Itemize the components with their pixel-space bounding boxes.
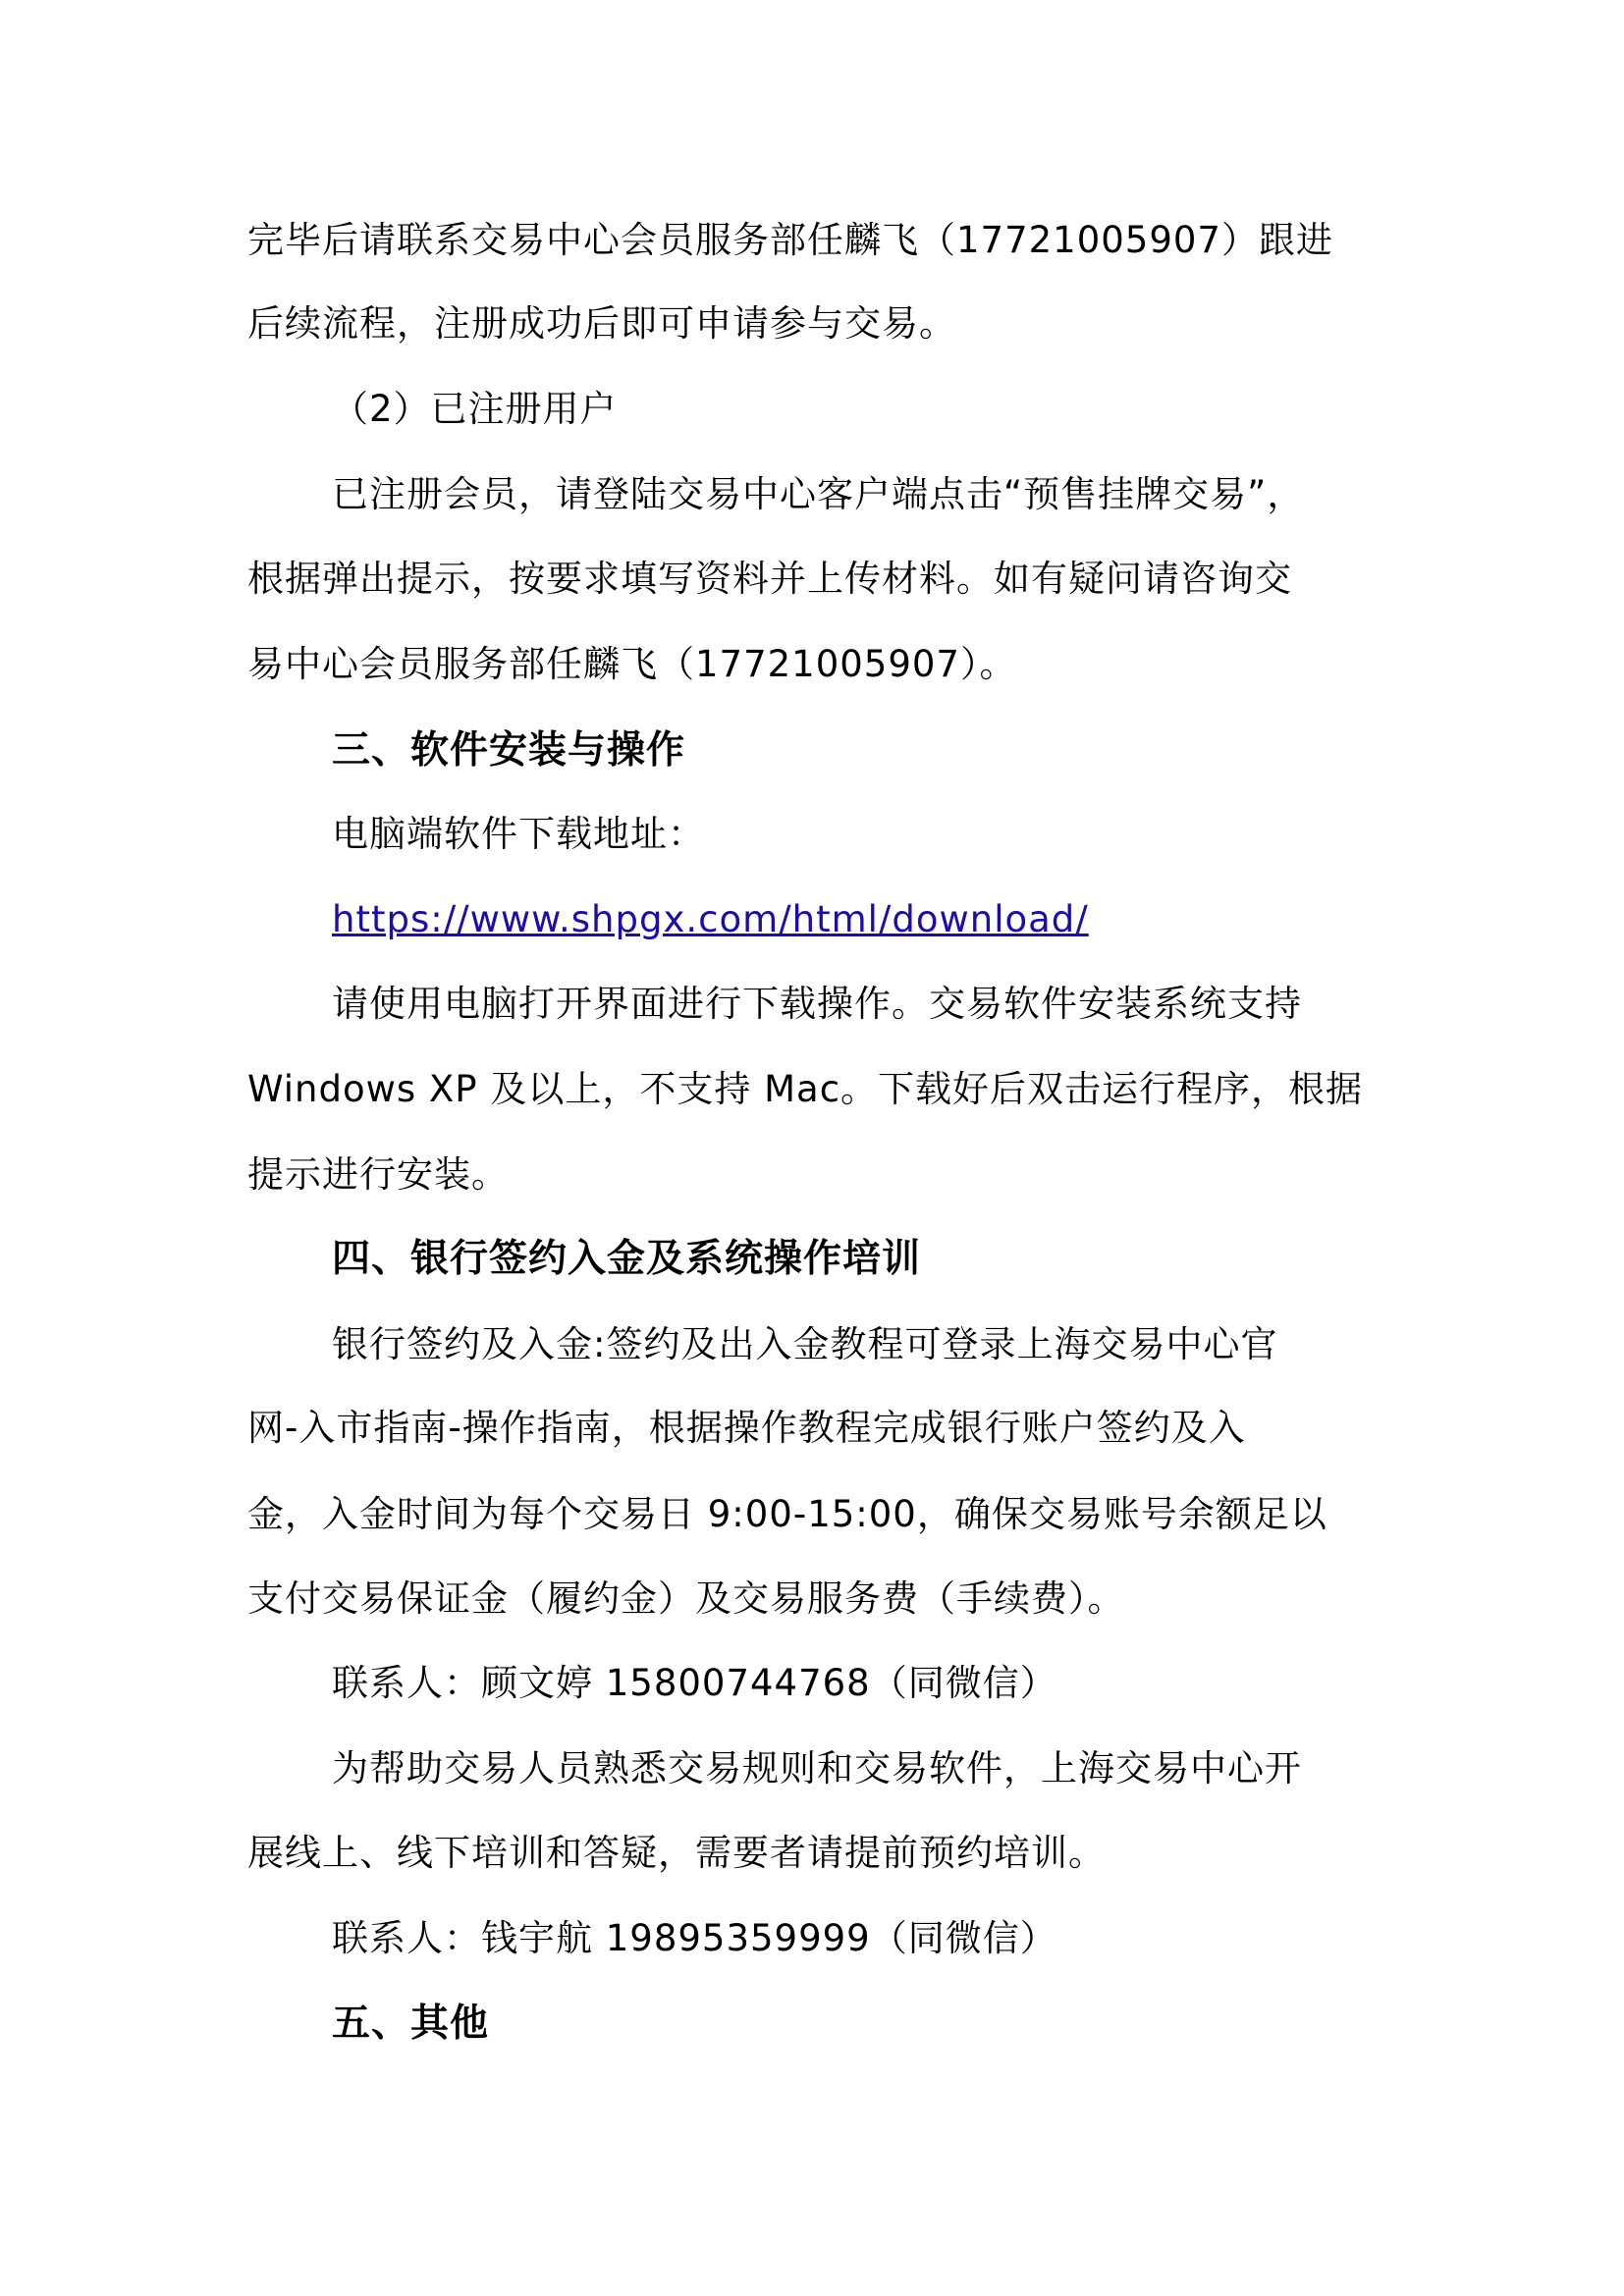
paragraph-line: 已注册会员，请登陆交易中心客户端点击“预售挂牌交易”， (332, 473, 1305, 515)
download-link[interactable]: https://www.shpgx.com/html/download/ (332, 898, 1089, 940)
paragraph-line: 易中心会员服务部任麟飞（17721005907）。 (247, 643, 1017, 685)
paragraph-line: 展线上、线下培训和答疑，需要者请提前预约培训。 (247, 1832, 1106, 1874)
download-label: 电脑端软件下载地址： (332, 813, 705, 855)
paragraph-line: 完毕后请联系交易中心会员服务部任麟飞（17721005907）跟进 (247, 219, 1333, 261)
contact-line: 联系人：钱宇航 19895359999（同微信） (332, 1917, 1057, 1959)
paragraph-line: 支付交易保证金（履约金）及交易服务费（手续费）。 (247, 1577, 1125, 1620)
paragraph-line: 请使用电脑打开界面进行下载操作。交易软件安装系统支持 (332, 983, 1302, 1025)
paragraph-line: 提示进行安装。 (247, 1153, 509, 1196)
paragraph-line: 银行签约及入金:签约及出入金教程可登录上海交易中心官 (332, 1323, 1278, 1365)
section-heading-4: 四、银行签约入金及系统操作培训 (332, 1237, 922, 1281)
paragraph-line: 后续流程，注册成功后即可申请参与交易。 (247, 302, 956, 345)
subsection-title: （2）已注册用户 (332, 388, 618, 430)
paragraph-line: 为帮助交易人员熟悉交易规则和交易软件，上海交易中心开 (332, 1747, 1302, 1789)
paragraph-line: Windows XP 及以上，不支持 Mac。下载好后双击运行程序，根据 (247, 1068, 1364, 1110)
paragraph-line: 金，入金时间为每个交易日 9:00-15:00，确保交易账号余额足以 (247, 1493, 1327, 1535)
paragraph-line: 网-入市指南-操作指南，根据操作教程完成银行账户签约及入 (247, 1407, 1246, 1449)
section-heading-5: 五、其他 (332, 2002, 490, 2046)
contact-line: 联系人：顾文婷 15800744768（同微信） (332, 1662, 1057, 1704)
paragraph-line: 根据弹出提示，按要求填写资料并上传材料。如有疑问请咨询交 (247, 558, 1292, 600)
section-heading-3: 三、软件安装与操作 (332, 728, 686, 773)
